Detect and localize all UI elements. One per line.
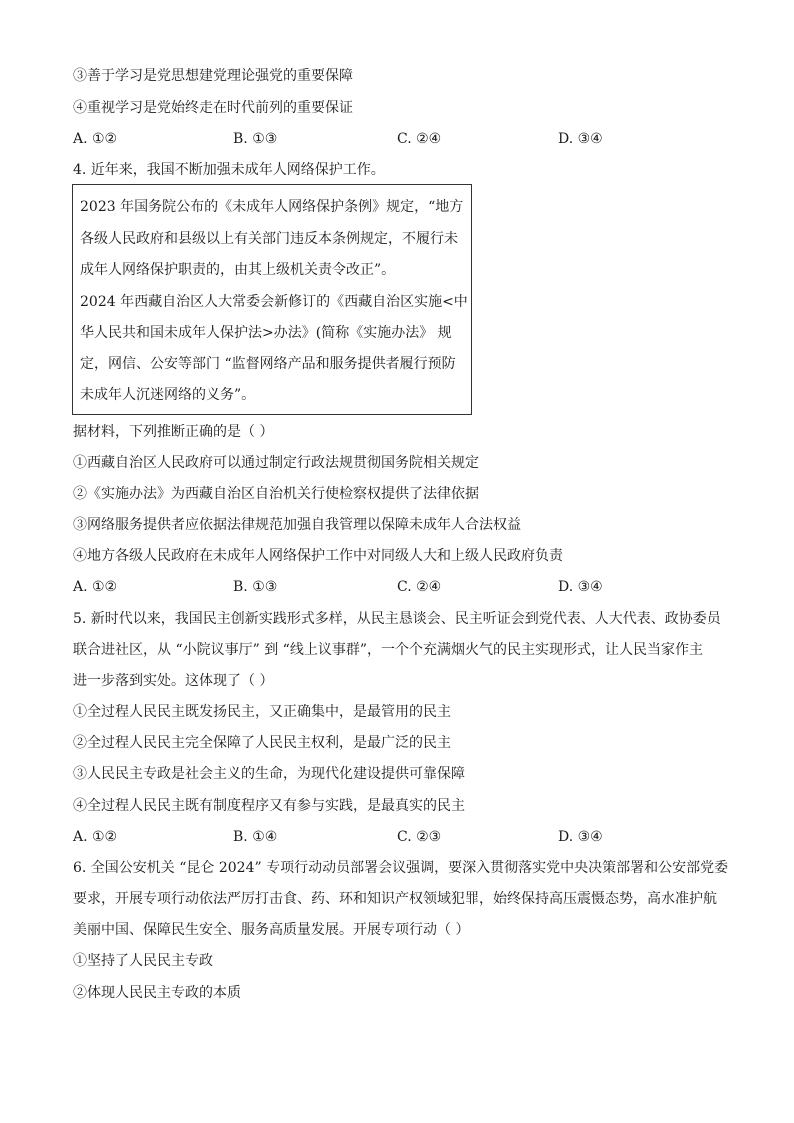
q5-option-d[interactable]: D. ③④ bbox=[558, 829, 603, 845]
q4-options bbox=[73, 577, 723, 597]
q6-stem-line-1: 6. 全国公安机关 “昆仑 2024” 专项行动动员部署会议强调，要深入贯彻落实党中央决策部署和公安部党委 bbox=[73, 860, 729, 876]
q6-stem-line-3: 美丽中国、保障民生安全、服务高质量发展。开展专项行动（ ） bbox=[73, 922, 470, 938]
q4-material-line: 定，网信、公安等部门 “监督网络产品和服务提供者履行预防 bbox=[80, 356, 456, 372]
q5-stem-line-1: 5. 新时代以来，我国民主创新实践形式多样，从民主恳谈会、民主听证会到党代表、人大代表、政协委员 bbox=[73, 611, 721, 627]
q3-option-d[interactable]: D. ③④ bbox=[558, 131, 603, 147]
q5-option-a[interactable]: A. ①② bbox=[73, 829, 118, 845]
q4-item-4: ④地方各级人民政府在未成年人网络保护工作中对同级人大和上级人民政府负责 bbox=[73, 548, 563, 564]
q5-stem-line-3: 进一步落到实处。这体现了（ ） bbox=[73, 673, 274, 689]
q4-stem: 4. 近年来，我国不断加强未成年人网络保护工作。 bbox=[73, 162, 385, 178]
q4-item-1: ①西藏自治区人民政府可以通过制定行政法规贯彻国务院相关规定 bbox=[73, 455, 479, 471]
q6-item-2: ②体现人民民主专政的本质 bbox=[73, 985, 241, 1001]
q3-option-c[interactable]: C. ②④ bbox=[397, 131, 442, 147]
q4-material-line: 2024 年西藏自治区人大常委会新修订的《西藏自治区实施<中 bbox=[80, 294, 468, 310]
q5-item-4: ④全过程人民民主既有制度程序又有参与实践，是最真实的民主 bbox=[73, 798, 465, 814]
q5-stem-line-2: 联合进社区，从 “小院议事厅” 到 “线上议事群”，一个个充满烟火气的民主实现形式，让人民当家作主 bbox=[73, 642, 703, 658]
q4-option-c[interactable]: C. ②④ bbox=[397, 579, 442, 595]
q5-option-b[interactable]: B. ①④ bbox=[233, 829, 278, 845]
q4-material-line: 2023 年国务院公布的《未成年人网络保护条例》规定，“地方 bbox=[80, 199, 464, 215]
q5-item-2: ②全过程人民民主完全保障了人民民主权利，是最广泛的民主 bbox=[73, 735, 451, 751]
q6-item-1: ①坚持了人民民主专政 bbox=[73, 953, 213, 969]
q3-option-b[interactable]: B. ①③ bbox=[233, 131, 278, 147]
q5-item-1: ①全过程人民民主既发扬民主，又正确集中，是最管用的民主 bbox=[73, 704, 451, 720]
q4-material-box bbox=[72, 184, 472, 415]
q5-item-3: ③人民民主专政是社会主义的生命，为现代化建设提供可靠保障 bbox=[73, 766, 465, 782]
q6-stem-line-2: 要求，开展专项行动依法严厉打击食、药、环和知识产权领域犯罪，始终保持高压震慑态势，高水准护航 bbox=[73, 891, 717, 907]
q4-option-a[interactable]: A. ①② bbox=[73, 579, 118, 595]
q4-option-b[interactable]: B. ①③ bbox=[233, 579, 278, 595]
q4-option-d[interactable]: D. ③④ bbox=[558, 579, 603, 595]
q4-item-3: ③网络服务提供者应依据法律规范加强自我管理以保障未成年人合法权益 bbox=[73, 517, 521, 533]
q4-item-2: ②《实施办法》为西藏自治区自治机关行使检察权提供了法律依据 bbox=[73, 486, 479, 502]
q4-material-line: 各级人民政府和县级以上有关部门违反本条例规定，不履行未 bbox=[80, 231, 458, 247]
q5-options bbox=[73, 827, 723, 847]
q3-item-3: ③善于学习是党思想建党理论强党的重要保障 bbox=[73, 68, 353, 84]
q4-material-line: 未成年人沉迷网络的义务”。 bbox=[80, 387, 256, 403]
q5-option-c[interactable]: C. ②③ bbox=[397, 829, 442, 845]
q3-options bbox=[73, 129, 723, 149]
q4-material-line: 华人民共和国未成年人保护法>办法》(简称《实施办法》 规 bbox=[80, 325, 452, 341]
q3-option-a[interactable]: A. ①② bbox=[73, 131, 118, 147]
q3-item-4: ④重视学习是党始终走在时代前列的重要保证 bbox=[73, 100, 353, 116]
q4-question: 据材料，下列推断正确的是（ ） bbox=[73, 424, 274, 440]
q4-material-line: 成年人网络保护职责的，由其上级机关责令改正”。 bbox=[80, 262, 396, 278]
